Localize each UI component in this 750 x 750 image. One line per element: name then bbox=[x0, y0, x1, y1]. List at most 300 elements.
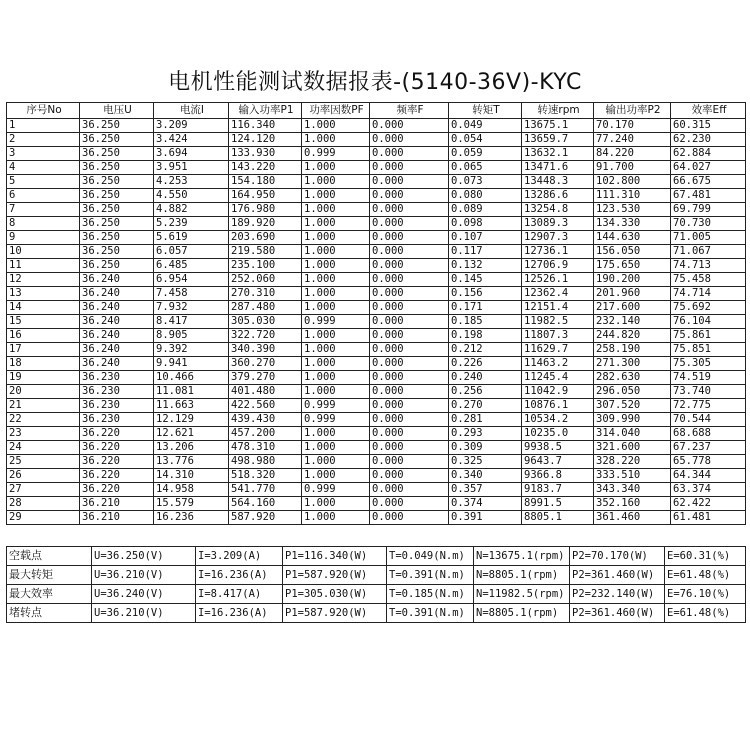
table-cell: 16 bbox=[7, 329, 80, 343]
table-cell: 36.220 bbox=[80, 455, 154, 469]
table-cell: 0.185 bbox=[449, 315, 522, 329]
table-cell: 15 bbox=[7, 315, 80, 329]
table-cell: 116.340 bbox=[229, 119, 302, 133]
table-cell: 36.250 bbox=[80, 217, 154, 231]
table-cell: 77.240 bbox=[594, 133, 671, 147]
table-cell: 0.054 bbox=[449, 133, 522, 147]
table-cell: 235.100 bbox=[229, 259, 302, 273]
table-cell: 0.000 bbox=[370, 483, 449, 497]
table-cell: 64.344 bbox=[671, 469, 746, 483]
table-cell: 3.694 bbox=[154, 147, 229, 161]
report-title: 电机性能测试数据报表-(5140-36V)-KYC bbox=[168, 70, 582, 95]
table-cell: 13659.7 bbox=[522, 133, 594, 147]
table-cell: 11 bbox=[7, 259, 80, 273]
table-cell: 13675.1 bbox=[522, 119, 594, 133]
table-cell: 64.027 bbox=[671, 161, 746, 175]
table-cell: 0.293 bbox=[449, 427, 522, 441]
summary-cell: I=8.417(A) bbox=[196, 585, 283, 604]
table-cell: 11.663 bbox=[154, 399, 229, 413]
table-cell: 74.519 bbox=[671, 371, 746, 385]
summary-cell: E=60.31(%) bbox=[665, 547, 746, 566]
table-cell: 21 bbox=[7, 399, 80, 413]
summary-row bbox=[7, 547, 746, 566]
table-cell: 3.424 bbox=[154, 133, 229, 147]
table-cell: 69.799 bbox=[671, 203, 746, 217]
table-cell: 1.000 bbox=[302, 161, 370, 175]
table-cell: 0.089 bbox=[449, 203, 522, 217]
table-row bbox=[7, 175, 746, 189]
table-cell: 12526.1 bbox=[522, 273, 594, 287]
summary-label: 最大转矩 bbox=[7, 566, 92, 585]
data-table bbox=[6, 102, 746, 525]
table-cell: 9643.7 bbox=[522, 455, 594, 469]
table-cell: 75.305 bbox=[671, 357, 746, 371]
table-cell: 10 bbox=[7, 245, 80, 259]
table-row bbox=[7, 399, 746, 413]
table-cell: 0.000 bbox=[370, 273, 449, 287]
table-row bbox=[7, 469, 746, 483]
table-cell: 1.000 bbox=[302, 245, 370, 259]
table-cell: 13448.3 bbox=[522, 175, 594, 189]
table-cell: 1.000 bbox=[302, 371, 370, 385]
summary-cell: T=0.391(N.m) bbox=[387, 566, 474, 585]
table-row bbox=[7, 189, 746, 203]
table-cell: 232.140 bbox=[594, 315, 671, 329]
table-cell: 0.999 bbox=[302, 413, 370, 427]
table-row bbox=[7, 427, 746, 441]
table-cell: 5.619 bbox=[154, 231, 229, 245]
table-cell: 20 bbox=[7, 385, 80, 399]
column-header: 序号No bbox=[7, 103, 80, 119]
table-cell: 0.198 bbox=[449, 329, 522, 343]
table-cell: 217.600 bbox=[594, 301, 671, 315]
header-row bbox=[7, 103, 746, 119]
table-cell: 13286.6 bbox=[522, 189, 594, 203]
table-cell: 0.000 bbox=[370, 231, 449, 245]
table-cell: 13089.3 bbox=[522, 217, 594, 231]
table-cell: 74.713 bbox=[671, 259, 746, 273]
table-cell: 67.237 bbox=[671, 441, 746, 455]
table-cell: 36.220 bbox=[80, 483, 154, 497]
table-cell: 74.714 bbox=[671, 287, 746, 301]
table-cell: 13632.1 bbox=[522, 147, 594, 161]
table-cell: 4.882 bbox=[154, 203, 229, 217]
table-cell: 9366.8 bbox=[522, 469, 594, 483]
table-cell: 0.000 bbox=[370, 455, 449, 469]
column-header: 输出功率P2 bbox=[594, 103, 671, 119]
table-cell: 307.520 bbox=[594, 399, 671, 413]
table-cell: 0.171 bbox=[449, 301, 522, 315]
table-cell: 111.310 bbox=[594, 189, 671, 203]
table-cell: 0.000 bbox=[370, 511, 449, 525]
table-cell: 5 bbox=[7, 175, 80, 189]
table-cell: 1.000 bbox=[302, 511, 370, 525]
table-cell: 1.000 bbox=[302, 497, 370, 511]
table-cell: 11.081 bbox=[154, 385, 229, 399]
table-cell: 0.145 bbox=[449, 273, 522, 287]
table-cell: 1.000 bbox=[302, 329, 370, 343]
table-cell: 91.700 bbox=[594, 161, 671, 175]
table-row bbox=[7, 245, 746, 259]
summary-row bbox=[7, 585, 746, 604]
table-cell: 19 bbox=[7, 371, 80, 385]
table-cell: 36.250 bbox=[80, 231, 154, 245]
summary-body bbox=[7, 547, 746, 623]
column-header: 效率Eff bbox=[671, 103, 746, 119]
table-cell: 0.080 bbox=[449, 189, 522, 203]
table-cell: 36.240 bbox=[80, 301, 154, 315]
summary-cell: I=3.209(A) bbox=[196, 547, 283, 566]
table-row bbox=[7, 455, 746, 469]
table-cell: 190.200 bbox=[594, 273, 671, 287]
table-cell: 65.778 bbox=[671, 455, 746, 469]
table-cell: 9938.5 bbox=[522, 441, 594, 455]
table-cell: 13254.8 bbox=[522, 203, 594, 217]
table-cell: 0.000 bbox=[370, 147, 449, 161]
table-cell: 36.220 bbox=[80, 427, 154, 441]
table-cell: 75.692 bbox=[671, 301, 746, 315]
table-cell: 68.688 bbox=[671, 427, 746, 441]
table-cell: 133.930 bbox=[229, 147, 302, 161]
table-cell: 36.240 bbox=[80, 343, 154, 357]
table-cell: 8.417 bbox=[154, 315, 229, 329]
table-cell: 0.059 bbox=[449, 147, 522, 161]
table-cell: 0.256 bbox=[449, 385, 522, 399]
table-cell: 0.000 bbox=[370, 287, 449, 301]
table-cell: 10235.0 bbox=[522, 427, 594, 441]
table-cell: 36.240 bbox=[80, 315, 154, 329]
table-cell: 564.160 bbox=[229, 497, 302, 511]
table-cell: 12.621 bbox=[154, 427, 229, 441]
table-cell: 1.000 bbox=[302, 301, 370, 315]
table-cell: 0.000 bbox=[370, 441, 449, 455]
summary-cell: N=11982.5(rpm) bbox=[474, 585, 570, 604]
table-row bbox=[7, 385, 746, 399]
table-cell: 1.000 bbox=[302, 231, 370, 245]
table-cell: 36.250 bbox=[80, 161, 154, 175]
summary-table bbox=[6, 546, 746, 623]
table-row bbox=[7, 217, 746, 231]
table-cell: 66.675 bbox=[671, 175, 746, 189]
table-cell: 36.230 bbox=[80, 399, 154, 413]
table-cell: 189.920 bbox=[229, 217, 302, 231]
table-cell: 401.480 bbox=[229, 385, 302, 399]
table-cell: 0.270 bbox=[449, 399, 522, 413]
table-cell: 0.000 bbox=[370, 343, 449, 357]
table-cell: 72.775 bbox=[671, 399, 746, 413]
table-cell: 28 bbox=[7, 497, 80, 511]
table-cell: 76.104 bbox=[671, 315, 746, 329]
table-cell: 13471.6 bbox=[522, 161, 594, 175]
table-cell: 36.240 bbox=[80, 287, 154, 301]
table-cell: 11629.7 bbox=[522, 343, 594, 357]
table-cell: 1.000 bbox=[302, 469, 370, 483]
table-cell: 1.000 bbox=[302, 455, 370, 469]
summary-cell: U=36.250(V) bbox=[92, 547, 196, 566]
table-cell: 14 bbox=[7, 301, 80, 315]
table-cell: 0.000 bbox=[370, 385, 449, 399]
table-cell: 258.190 bbox=[594, 343, 671, 357]
table-cell: 478.310 bbox=[229, 441, 302, 455]
table-row bbox=[7, 231, 746, 245]
table-cell: 29 bbox=[7, 511, 80, 525]
column-header: 输入功率P1 bbox=[229, 103, 302, 119]
summary-cell: T=0.391(N.m) bbox=[387, 604, 474, 623]
table-cell: 16.236 bbox=[154, 511, 229, 525]
table-cell: 518.320 bbox=[229, 469, 302, 483]
table-cell: 340.390 bbox=[229, 343, 302, 357]
table-cell: 0.065 bbox=[449, 161, 522, 175]
table-cell: 203.690 bbox=[229, 231, 302, 245]
table-cell: 352.160 bbox=[594, 497, 671, 511]
summary-cell: P1=116.340(W) bbox=[283, 547, 387, 566]
table-cell: 360.270 bbox=[229, 357, 302, 371]
table-cell: 3.209 bbox=[154, 119, 229, 133]
table-cell: 0.000 bbox=[370, 301, 449, 315]
table-row bbox=[7, 483, 746, 497]
table-cell: 0.000 bbox=[370, 469, 449, 483]
table-cell: 11807.3 bbox=[522, 329, 594, 343]
summary-cell: E=61.48(%) bbox=[665, 566, 746, 585]
table-cell: 0.107 bbox=[449, 231, 522, 245]
table-cell: 0.999 bbox=[302, 315, 370, 329]
summary-cell: U=36.210(V) bbox=[92, 604, 196, 623]
table-cell: 9.392 bbox=[154, 343, 229, 357]
table-cell: 5.239 bbox=[154, 217, 229, 231]
table-cell: 333.510 bbox=[594, 469, 671, 483]
table-cell: 70.730 bbox=[671, 217, 746, 231]
table-cell: 0.000 bbox=[370, 217, 449, 231]
table-cell: 164.950 bbox=[229, 189, 302, 203]
table-cell: 1.000 bbox=[302, 427, 370, 441]
summary-cell: E=76.10(%) bbox=[665, 585, 746, 604]
column-header: 转速rpm bbox=[522, 103, 594, 119]
table-cell: 143.220 bbox=[229, 161, 302, 175]
table-cell: 4.550 bbox=[154, 189, 229, 203]
table-cell: 62.230 bbox=[671, 133, 746, 147]
table-cell: 36.250 bbox=[80, 147, 154, 161]
table-row bbox=[7, 497, 746, 511]
table-cell: 18 bbox=[7, 357, 80, 371]
table-cell: 3 bbox=[7, 147, 80, 161]
table-cell: 0.000 bbox=[370, 371, 449, 385]
table-cell: 27 bbox=[7, 483, 80, 497]
table-cell: 9.941 bbox=[154, 357, 229, 371]
summary-cell: P2=361.460(W) bbox=[570, 566, 665, 585]
table-cell: 61.481 bbox=[671, 511, 746, 525]
table-cell: 0.132 bbox=[449, 259, 522, 273]
table-cell: 4.253 bbox=[154, 175, 229, 189]
table-cell: 14.958 bbox=[154, 483, 229, 497]
table-cell: 70.544 bbox=[671, 413, 746, 427]
table-cell: 70.170 bbox=[594, 119, 671, 133]
table-cell: 6.057 bbox=[154, 245, 229, 259]
table-cell: 201.960 bbox=[594, 287, 671, 301]
table-cell: 176.980 bbox=[229, 203, 302, 217]
table-cell: 457.200 bbox=[229, 427, 302, 441]
table-row bbox=[7, 119, 746, 133]
table-cell: 22 bbox=[7, 413, 80, 427]
table-row bbox=[7, 329, 746, 343]
table-cell: 6.485 bbox=[154, 259, 229, 273]
table-row bbox=[7, 133, 746, 147]
table-cell: 75.851 bbox=[671, 343, 746, 357]
table-cell: 244.820 bbox=[594, 329, 671, 343]
summary-cell: P1=587.920(W) bbox=[283, 566, 387, 585]
table-cell: 14.310 bbox=[154, 469, 229, 483]
table-cell: 498.980 bbox=[229, 455, 302, 469]
table-cell: 1.000 bbox=[302, 385, 370, 399]
table-cell: 0.156 bbox=[449, 287, 522, 301]
table-cell: 12151.4 bbox=[522, 301, 594, 315]
column-header: 功率因数PF bbox=[302, 103, 370, 119]
table-cell: 0.073 bbox=[449, 175, 522, 189]
summary-cell: I=16.236(A) bbox=[196, 566, 283, 585]
table-cell: 10876.1 bbox=[522, 399, 594, 413]
table-cell: 8991.5 bbox=[522, 497, 594, 511]
table-cell: 0.357 bbox=[449, 483, 522, 497]
table-cell: 422.560 bbox=[229, 399, 302, 413]
table-cell: 328.220 bbox=[594, 455, 671, 469]
table-cell: 36.240 bbox=[80, 357, 154, 371]
table-body bbox=[7, 119, 746, 525]
table-cell: 0.000 bbox=[370, 259, 449, 273]
table-cell: 0.098 bbox=[449, 217, 522, 231]
table-cell: 7.932 bbox=[154, 301, 229, 315]
table-cell: 36.230 bbox=[80, 371, 154, 385]
table-cell: 3.951 bbox=[154, 161, 229, 175]
table-cell: 0.391 bbox=[449, 511, 522, 525]
table-cell: 439.430 bbox=[229, 413, 302, 427]
table-row bbox=[7, 203, 746, 217]
table-cell: 361.460 bbox=[594, 511, 671, 525]
table-cell: 0.212 bbox=[449, 343, 522, 357]
table-cell: 0.000 bbox=[370, 427, 449, 441]
table-row bbox=[7, 259, 746, 273]
table-cell: 71.067 bbox=[671, 245, 746, 259]
table-row bbox=[7, 413, 746, 427]
table-cell: 7 bbox=[7, 203, 80, 217]
table-row bbox=[7, 371, 746, 385]
table-cell: 309.990 bbox=[594, 413, 671, 427]
table-cell: 0.000 bbox=[370, 189, 449, 203]
table-cell: 36.250 bbox=[80, 189, 154, 203]
table-cell: 1.000 bbox=[302, 273, 370, 287]
table-cell: 10.466 bbox=[154, 371, 229, 385]
summary-cell: I=16.236(A) bbox=[196, 604, 283, 623]
table-row bbox=[7, 441, 746, 455]
table-cell: 0.000 bbox=[370, 357, 449, 371]
table-row bbox=[7, 343, 746, 357]
table-cell: 11463.2 bbox=[522, 357, 594, 371]
summary-cell: U=36.210(V) bbox=[92, 566, 196, 585]
table-cell: 6.954 bbox=[154, 273, 229, 287]
table-cell: 12907.3 bbox=[522, 231, 594, 245]
table-cell: 0.000 bbox=[370, 133, 449, 147]
table-cell: 36.210 bbox=[80, 511, 154, 525]
table-cell: 71.005 bbox=[671, 231, 746, 245]
table-cell: 123.530 bbox=[594, 203, 671, 217]
table-cell: 379.270 bbox=[229, 371, 302, 385]
table-cell: 0.000 bbox=[370, 175, 449, 189]
table-cell: 11982.5 bbox=[522, 315, 594, 329]
table-cell: 84.220 bbox=[594, 147, 671, 161]
table-cell: 1.000 bbox=[302, 343, 370, 357]
table-cell: 36.230 bbox=[80, 413, 154, 427]
table-cell: 175.650 bbox=[594, 259, 671, 273]
table-cell: 124.120 bbox=[229, 133, 302, 147]
table-cell: 1.000 bbox=[302, 441, 370, 455]
table-cell: 36.250 bbox=[80, 245, 154, 259]
table-cell: 1.000 bbox=[302, 175, 370, 189]
column-header: 电流I bbox=[154, 103, 229, 119]
summary-cell: U=36.240(V) bbox=[92, 585, 196, 604]
table-cell: 0.340 bbox=[449, 469, 522, 483]
table-cell: 4 bbox=[7, 161, 80, 175]
table-cell: 60.315 bbox=[671, 119, 746, 133]
table-cell: 67.481 bbox=[671, 189, 746, 203]
table-cell: 305.030 bbox=[229, 315, 302, 329]
table-cell: 154.180 bbox=[229, 175, 302, 189]
table-cell: 36.220 bbox=[80, 469, 154, 483]
table-cell: 15.579 bbox=[154, 497, 229, 511]
table-cell: 0.999 bbox=[302, 147, 370, 161]
table-cell: 587.920 bbox=[229, 511, 302, 525]
table-row bbox=[7, 161, 746, 175]
table-cell: 1.000 bbox=[302, 133, 370, 147]
table-cell: 102.800 bbox=[594, 175, 671, 189]
table-cell: 12706.9 bbox=[522, 259, 594, 273]
column-header: 频率F bbox=[370, 103, 449, 119]
table-cell: 62.884 bbox=[671, 147, 746, 161]
table-cell: 63.374 bbox=[671, 483, 746, 497]
table-cell: 0.281 bbox=[449, 413, 522, 427]
table-cell: 12736.1 bbox=[522, 245, 594, 259]
summary-cell: T=0.185(N.m) bbox=[387, 585, 474, 604]
table-cell: 10534.2 bbox=[522, 413, 594, 427]
table-cell: 9183.7 bbox=[522, 483, 594, 497]
table-row bbox=[7, 511, 746, 525]
table-cell: 25 bbox=[7, 455, 80, 469]
table-cell: 0.000 bbox=[370, 413, 449, 427]
table-cell: 1.000 bbox=[302, 203, 370, 217]
table-cell: 0.226 bbox=[449, 357, 522, 371]
table-cell: 0.000 bbox=[370, 119, 449, 133]
summary-cell: T=0.049(N.m) bbox=[387, 547, 474, 566]
table-cell: 13 bbox=[7, 287, 80, 301]
table-cell: 12.129 bbox=[154, 413, 229, 427]
table-cell: 0.309 bbox=[449, 441, 522, 455]
column-header: 电压U bbox=[80, 103, 154, 119]
column-header: 转矩T bbox=[449, 103, 522, 119]
table-row bbox=[7, 315, 746, 329]
table-cell: 156.050 bbox=[594, 245, 671, 259]
table-cell: 36.250 bbox=[80, 133, 154, 147]
table-cell: 296.050 bbox=[594, 385, 671, 399]
table-cell: 36.250 bbox=[80, 203, 154, 217]
table-cell: 0.000 bbox=[370, 203, 449, 217]
summary-row bbox=[7, 604, 746, 623]
table-cell: 0.000 bbox=[370, 315, 449, 329]
table-cell: 62.422 bbox=[671, 497, 746, 511]
summary-cell: P2=361.460(W) bbox=[570, 604, 665, 623]
table-cell: 321.600 bbox=[594, 441, 671, 455]
table-cell: 8 bbox=[7, 217, 80, 231]
table-cell: 134.330 bbox=[594, 217, 671, 231]
table-cell: 17 bbox=[7, 343, 80, 357]
summary-label: 空载点 bbox=[7, 547, 92, 566]
table-cell: 7.458 bbox=[154, 287, 229, 301]
